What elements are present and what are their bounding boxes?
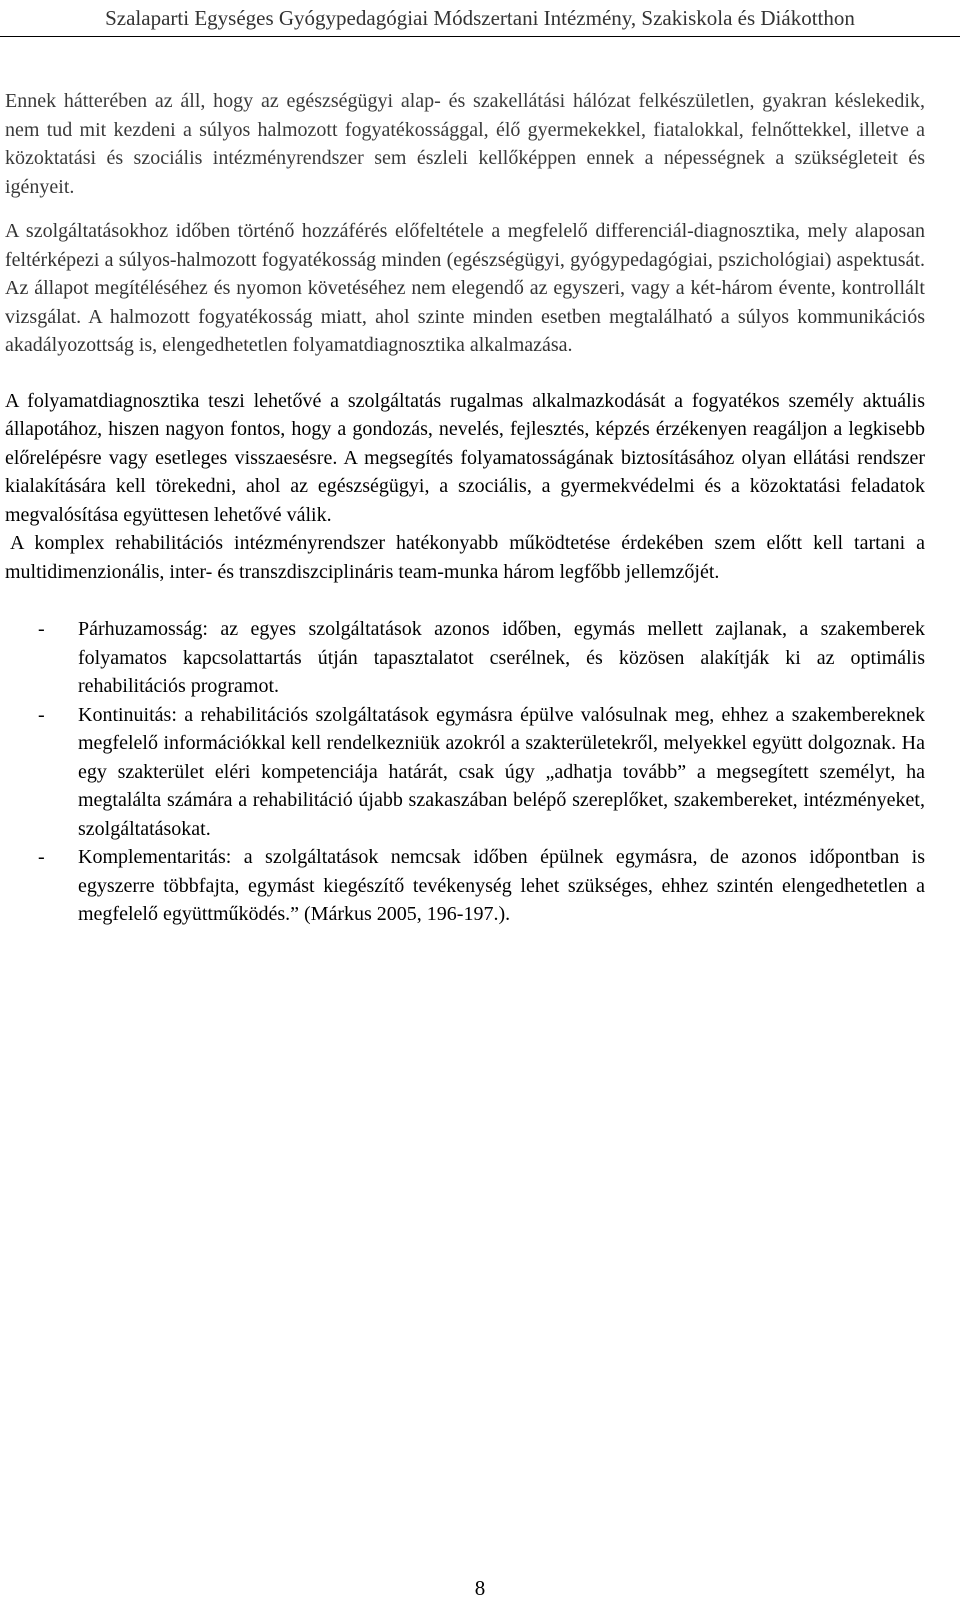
- paragraph-4: A komplex rehabilitációs intézményrendszer hatékonyabb működtetése érdekében szem előtt kell tartani a multidimenzionális, inter- és transzdiszciplináris team-munka három legfőbb jellemzőjét.: [5, 532, 925, 583]
- list-bullet: -: [38, 703, 45, 726]
- paragraph-2: A szolgáltatásokhoz időben történő hozzáférés előfeltétele a megfelelő differenciál-diagnosztika, mely alaposan feltérképezi a súlyos-halmozott fogyatékosság minden (egészségügyi, gyógypedagógiai, pszichológiai) aspektusát. Az állapot megítéléséhez és nyomon követéséhez nem elegendő az egyszeri, vagy a két-három évente, kontrollált vizsgálat. A halmozott fogyatékosság miatt, ahol szinte minden esetben megtalálható a súlyos kommunikációs akadályozottság is, elengedhetetlen folyamatdiagnosztika alkalmazása.: [5, 220, 925, 356]
- list-item-text: Kontinuitás: a rehabilitációs szolgáltatások egymásra épülve valósulnak meg, ehhez a szakembereknek megfelelő információkkal kell rendelkezniük azokról a szakterületekről, melyekkel együtt dolgoznak. Ha egy szakterület eléri kompetenciája határát, csak úgy „adhatja tovább” a megsegített személyt, ha megtalálta számára a rehabilitáció újabb szakaszában belépő szereplőket, szakembereket, intézményeket, szolgáltatásokat.: [78, 703, 925, 840]
- list-item-kontinuitas: [5, 701, 925, 844]
- document-body: [5, 87, 925, 929]
- paragraph-3: A folyamatdiagnosztika teszi lehetővé a szolgáltatás rugalmas alkalmazkodását a fogyatékos személy aktuális állapotához, hiszen nagyon fontos, hogy a gondozás, nevelés, fejlesztés, képzés érzékenyen reagáljon a legkisebb előrelépésre vagy esetleges visszaesésre. A megsegítés folyamatosságának biztosításához olyan ellátási rendszer kialakítására kell törekedni, ahol az egészségügyi, a szociális, a gyermekvédelmi és a közoktatási feladatok megvalósítása együttesen lehetővé válik.: [5, 389, 925, 526]
- paragraph-1: Ennek hátterében az áll, hogy az egészségügyi alap- és szakellátási hálózat felkészületlen, gyakran késlekedik, nem tud mit kezdeni a súlyos halmozott fogyatékossággal, élő gyermekekkel, fiatalokkal, felnőttekkel, illetve a közoktatási és szociális intézményrendszer sem észleli kellőképpen ennek a népességnek a szükségleteit és igényeit.: [5, 90, 925, 198]
- page-header: Szalaparti Egységes Gyógypedagógiai Módszertani Intézmény, Szakiskola és Diákotthon: [105, 6, 855, 30]
- list-item-text: Komplementaritás: a szolgáltatások nemcsak időben épülnek egymásra, de azonos időpontban is egyszerre többfajta, egymást kiegészítő tevékenység lehet szükséges, ehhez szintén elengedhetetlen a megfelelő együttműködés.” (Márkus 2005, 196-197.).: [78, 846, 925, 925]
- list-item-komplementaritas: [5, 843, 925, 929]
- list-bullet: -: [38, 846, 45, 868]
- list-item-text: Párhuzamosság: az egyes szolgáltatások azonos időben, egymás mellett zajlanak, a szakemberek folyamatos kapcsolattartás útján tapasztalatot cserélnek, és közösen alakítják ki az optimális rehabilitációs programot.: [78, 618, 925, 697]
- list-item-parhuzamossag: [5, 615, 925, 701]
- page-number: 8: [474, 1576, 486, 1600]
- list-bullet: -: [38, 618, 45, 640]
- characteristics-list: [5, 615, 925, 929]
- header-divider: [0, 36, 960, 37]
